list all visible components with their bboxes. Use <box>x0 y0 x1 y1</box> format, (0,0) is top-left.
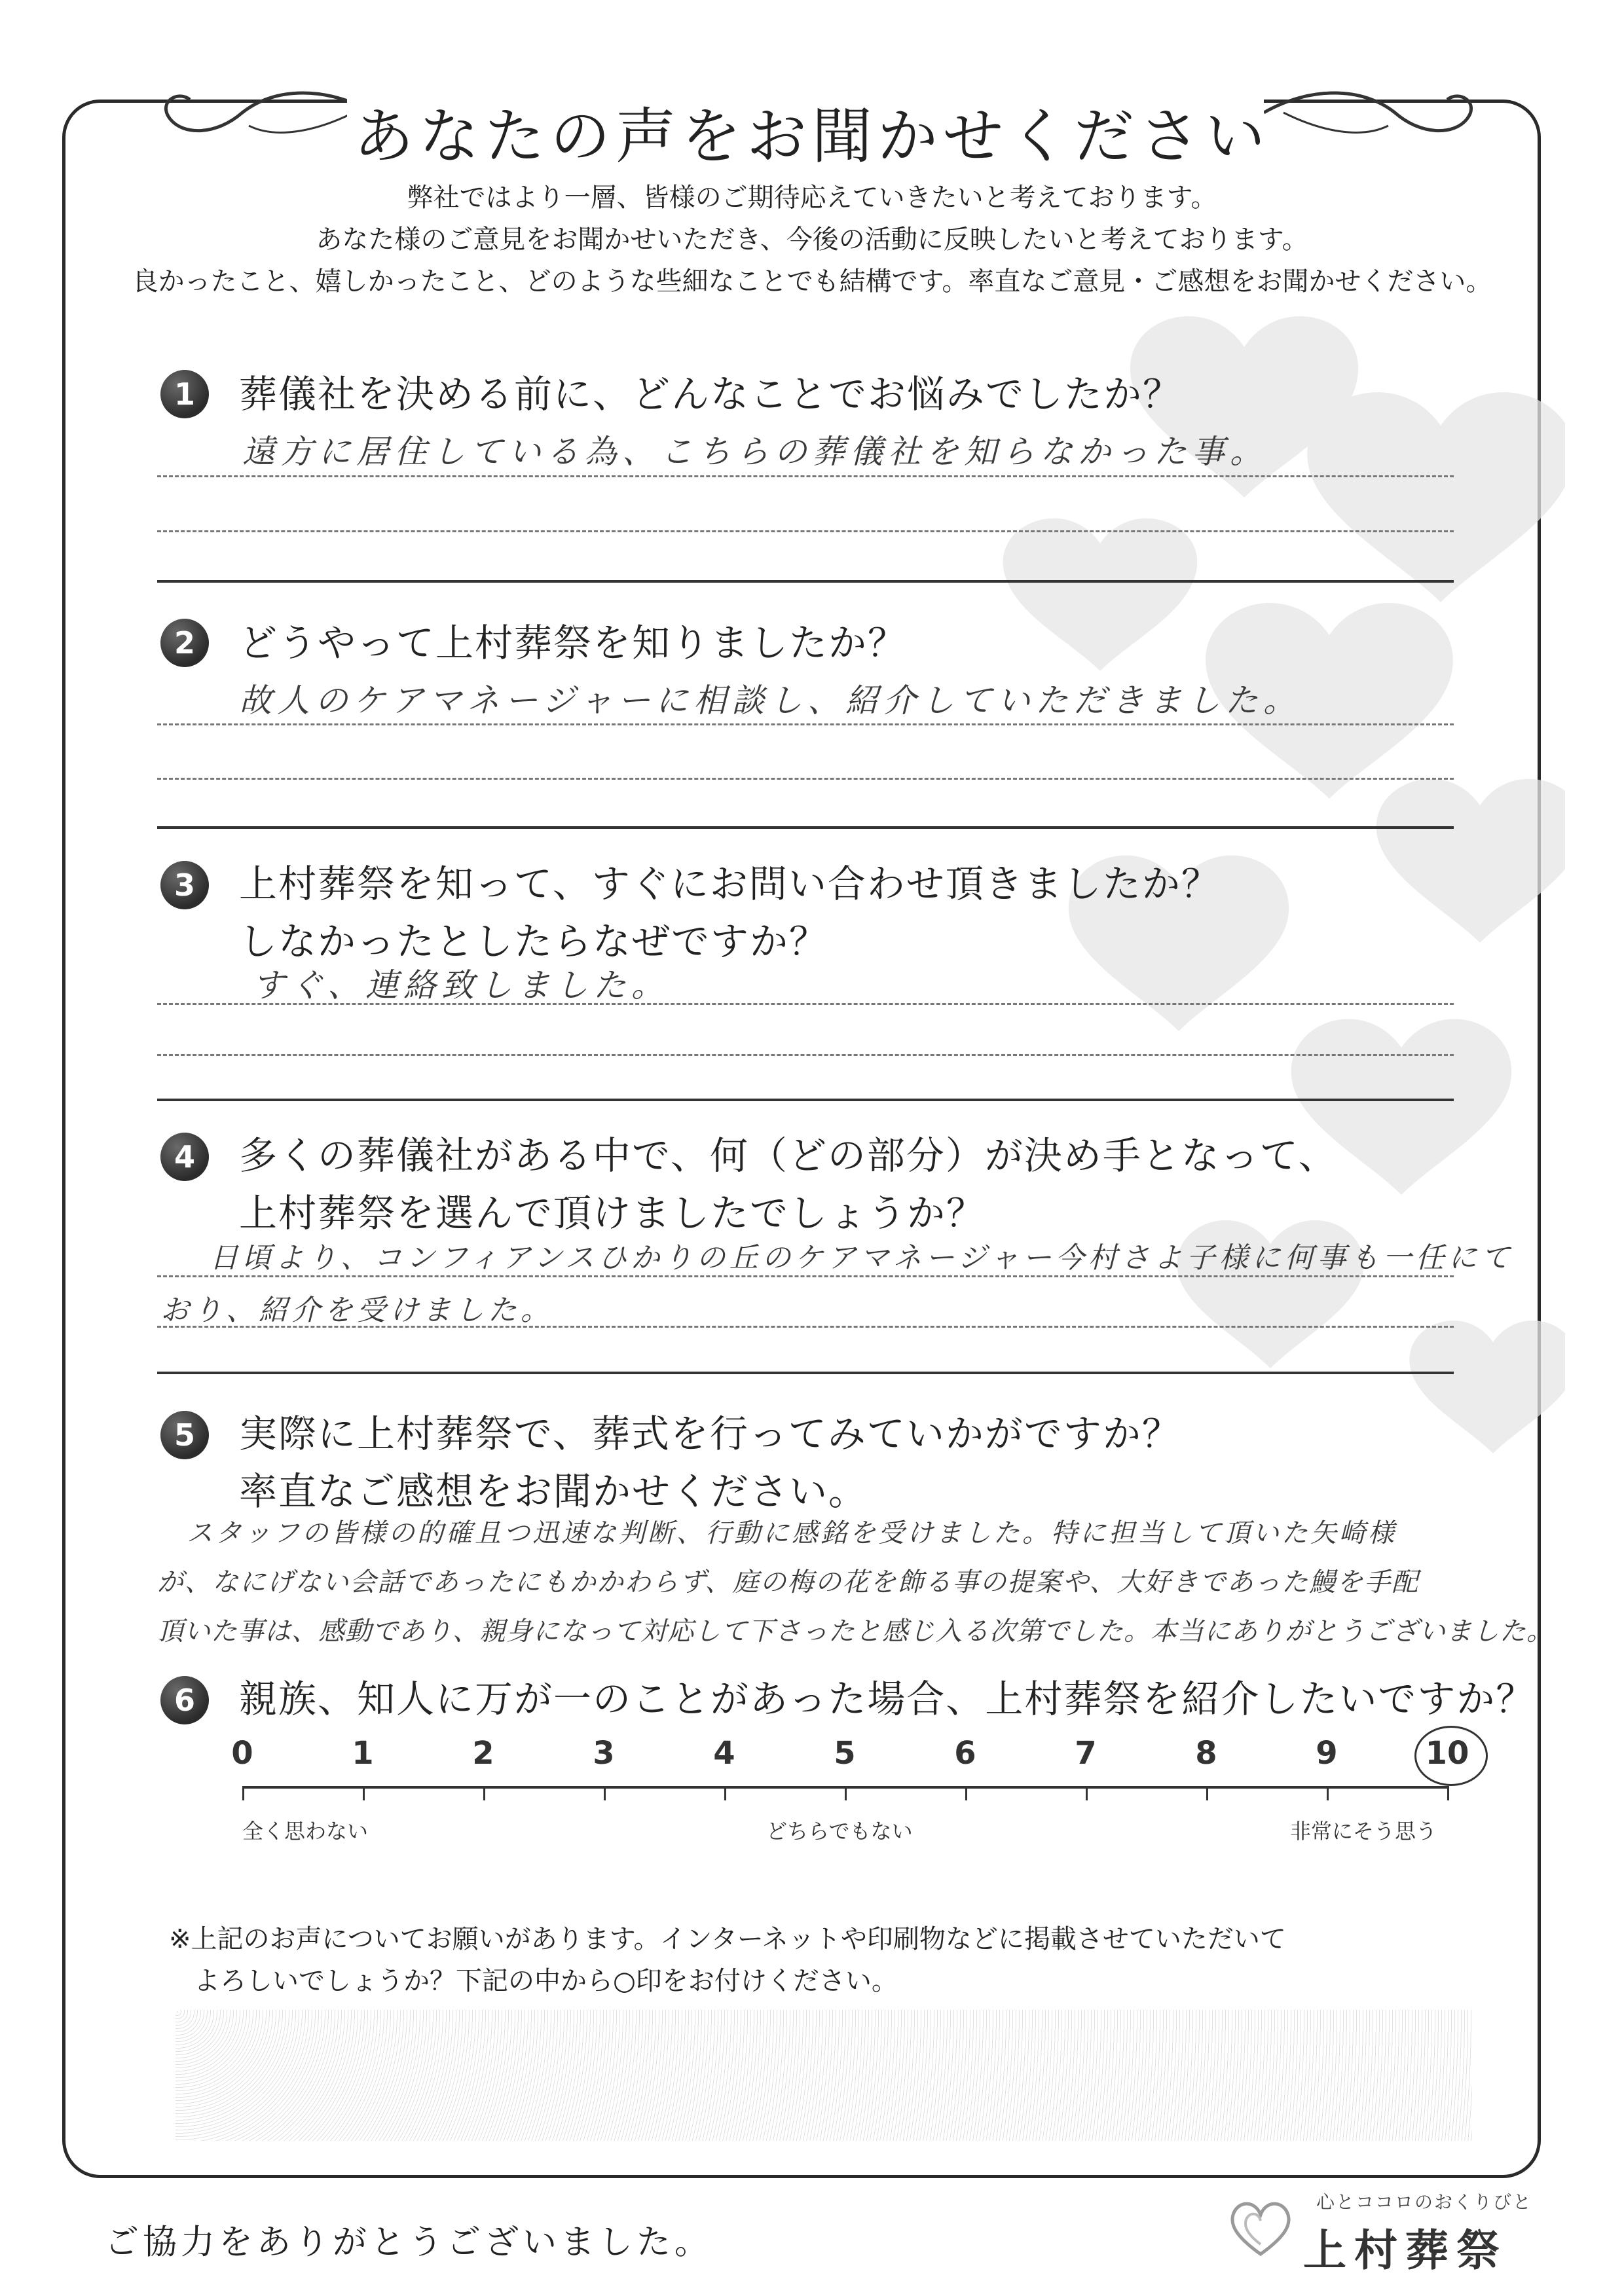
section-divider <box>157 580 1454 583</box>
scale-tick-mark <box>604 1786 606 1800</box>
selected-rating-circle <box>1414 1726 1488 1786</box>
scale-tick-mark <box>242 1786 244 1800</box>
answer-1-line-1: 遠方に居住している為、こちらの葬儀社を知らなかった事。 <box>242 433 1268 471</box>
answer-line <box>157 1054 1454 1056</box>
intro-line-2: あなた様のご意見をお聞かせいただき、今後の活動に反映したいと考えております。 <box>316 225 1308 255</box>
section-divider <box>157 1372 1454 1374</box>
question-2-number: 2 <box>160 619 209 667</box>
logo-tagline: 心とココロのおくりびと <box>1316 2191 1533 2213</box>
section-divider <box>157 826 1454 829</box>
intro-line-3: 良かったこと、嬉しかったこと、どのような些細なことでも結構です。率直なご意見・ご感想をお聞かせください。 <box>132 266 1492 297</box>
question-4-number: 4 <box>160 1133 209 1181</box>
scale-tick-0[interactable]: 0 <box>231 1735 253 1772</box>
scale-tick-mark <box>483 1786 485 1800</box>
page-title: あなたの声をお聞かせください <box>353 101 1270 172</box>
scale-tick-7[interactable]: 7 <box>1075 1735 1097 1772</box>
intro-line-1: 弊社ではより一層、皆様のご期待応えていきたいと考えております。 <box>407 183 1217 213</box>
answer-line <box>157 530 1454 532</box>
scale-tick-mark <box>1086 1786 1088 1800</box>
scale-tick-mark <box>1447 1786 1449 1800</box>
scale-tick-mark <box>1206 1786 1208 1800</box>
scale-label-mid: どちらでもない <box>766 1819 913 1844</box>
scale-tick-2[interactable]: 2 <box>472 1735 494 1772</box>
question-5-text-line-1: 実際に上村葬祭で、葬式を行ってみていかがですか？ <box>239 1412 1181 1456</box>
heart-logo-icon <box>1225 2192 1297 2264</box>
scale-tick-mark <box>1327 1786 1329 1800</box>
heart-pattern-background <box>904 295 1565 1539</box>
answer-line <box>157 1003 1454 1005</box>
answer-4-line-2: おり、紹介を受けました。 <box>160 1294 553 1327</box>
answer-line <box>157 1326 1454 1328</box>
answer-line <box>157 475 1454 477</box>
scale-tick-3[interactable]: 3 <box>593 1735 615 1772</box>
answer-line <box>157 1275 1454 1277</box>
scale-tick-mark <box>845 1786 847 1800</box>
publication-consent-note <box>169 1918 1479 2002</box>
scale-tick-5[interactable]: 5 <box>834 1735 856 1772</box>
answer-4-line-1: 日頃より、コンフィアンスひかりの丘のケアマネージャー今村さよ子様に何事も一任にて <box>210 1241 1514 1275</box>
question-5-number: 5 <box>160 1411 209 1459</box>
question-3-text-line-1: 上村葬祭を知って、すぐにお問い合わせ頂きましたか？ <box>239 862 1221 906</box>
rating-scale <box>216 1735 1473 1872</box>
scale-tick-1[interactable]: 1 <box>352 1735 374 1772</box>
scale-tick-9[interactable]: 9 <box>1316 1735 1338 1772</box>
note-line-2: よろしいでしょうか？下記の中から○印をお付けください。 <box>194 1966 898 1996</box>
question-1-number: 1 <box>160 370 209 418</box>
answer-line <box>157 723 1454 725</box>
question-4-text-line-2: 上村葬祭を選んで頂けましたでしょうか？ <box>239 1191 986 1235</box>
section-divider <box>157 1099 1454 1101</box>
thanks-message: ご協力をありがとうございました。 <box>105 2223 713 2263</box>
scale-tick-10[interactable]: 10 <box>1425 1735 1469 1772</box>
question-1-text: 葬儀社を決める前に、どんなことでお悩みでしたか？ <box>239 372 1183 416</box>
answer-5-line-1: スタッフの皆様の的確且つ迅速な判断、行動に感銘を受けました。特に担当して頂いた矢崎様 <box>187 1518 1397 1548</box>
company-logo-name: 上村葬祭 <box>1303 2225 1507 2276</box>
question-3-number: 3 <box>160 861 209 909</box>
scale-tick-6[interactable]: 6 <box>954 1735 976 1772</box>
intro-text <box>131 177 1493 302</box>
question-6-number: 6 <box>160 1676 209 1724</box>
question-3-text-line-2: しなかったとしたらなぜですか？ <box>239 919 829 964</box>
answer-2-line-1: 故人のケアマネージャーに相談し、紹介していただきました。 <box>239 682 1301 720</box>
scale-tick-mark <box>363 1786 365 1800</box>
answer-5-line-3: 頂いた事は、感動であり、親身になって対応して下さったと感じ入る次第でした。本当にありがとうございました。 <box>157 1616 1553 1647</box>
scale-tick-4[interactable]: 4 <box>713 1735 735 1772</box>
answer-line <box>157 778 1454 780</box>
scale-label-low: 全く思わない <box>242 1819 369 1844</box>
scale-label-high: 非常にそう思う <box>1290 1819 1437 1844</box>
question-2-text: どうやって上村葬祭を知りましたか？ <box>239 621 908 665</box>
question-5-text-line-2: 率直なご感想をお聞かせください。 <box>239 1469 868 1514</box>
note-line-1: ※上記のお声についてお願いがあります。インターネットや印刷物などに掲載させていただいて <box>169 1924 1286 1954</box>
scale-tick-mark <box>965 1786 967 1800</box>
scale-tick-8[interactable]: 8 <box>1195 1735 1217 1772</box>
answer-5-line-2: が、なにげない会話であったにもかかわらず、庭の梅の花を飾る事の提案や、大好きであった鰻を手配 <box>157 1567 1420 1597</box>
redacted-consent-area <box>175 2010 1472 2141</box>
scale-tick-mark <box>724 1786 726 1800</box>
answer-3-line-1: すぐ、連絡致しました。 <box>252 966 669 1004</box>
question-4-text-line-1: 多くの葬儀社がある中で、何（どの部分）が決め手となって、 <box>239 1133 1338 1178</box>
question-6-text: 親族、知人に万が一のことがあった場合、上村葬祭を紹介したいですか？ <box>239 1677 1536 1721</box>
